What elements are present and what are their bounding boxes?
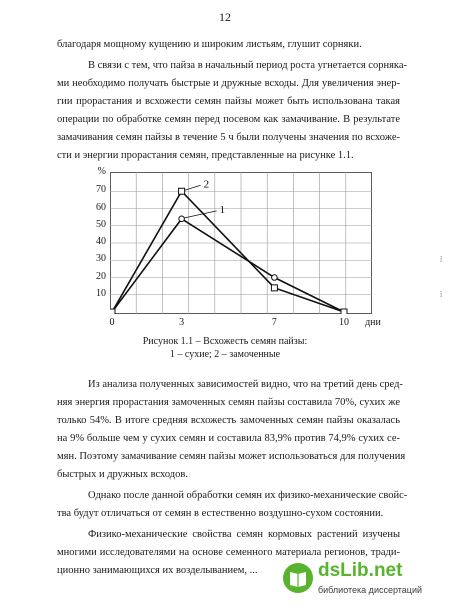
y-tick-label: 70 (96, 184, 106, 196)
text-line: Физико-механические свойства семян кормовых растений изучены (88, 529, 400, 540)
text-line: ционно занимающихся их возделыванием, ... (57, 565, 258, 576)
series-1-point (179, 216, 185, 222)
figure-caption: Рисунок 1.1 – Всхожесть семян пайзы: (142, 336, 308, 347)
book-logo-icon (282, 562, 314, 594)
watermark (282, 560, 432, 606)
text-line: операции по обработке семян перед посевом как замачивание. В результате (57, 114, 400, 125)
watermark-subtitle: библиотека диссертаций (318, 585, 423, 595)
y-tick-label: 40 (96, 236, 106, 247)
y-axis-label: % (97, 166, 106, 177)
x-tick-label: 10 (339, 317, 349, 328)
text-line: мян. Поэтому замачивание семян пайзы может использоваться для получения (57, 451, 406, 462)
series-2-point (179, 188, 185, 194)
series-1-line (112, 219, 344, 312)
y-tick-label: 50 (96, 218, 106, 230)
y-tick-label: 60 (96, 201, 106, 213)
text-line: благодаря мощному кущению и широким листьям, глушит сорняки. (57, 39, 362, 50)
watermark-brand: dsLib.net (318, 560, 403, 581)
scan-mark: ⁞ (440, 255, 443, 264)
series-1-label: 1 (219, 203, 226, 216)
x-tick-label: 0 (109, 317, 115, 328)
text-line: сти и энергии прорастания семян, представленные на рисунке 1.1. (57, 150, 354, 161)
text-line: Однако после данной обработки семян их физико-механические свойс- (88, 490, 408, 501)
chart-plot (110, 172, 372, 314)
text-line: замачивания семян пайзы в течение 5 ч были получены значения по всхоже- (57, 132, 400, 143)
figure-caption-legend: 1 – сухие; 2 – замоченные (169, 349, 281, 360)
series-1-point (272, 275, 278, 281)
text-line: няя энергия прорастания замоченных семян пайзы составила 70%, сухих же (57, 397, 400, 408)
text-line: В связи с тем, что пайза в начальный период роста угнетается сорняка- (88, 60, 408, 71)
x-axis-label: дни (365, 317, 381, 328)
page-number: 12 (219, 10, 231, 24)
x-tick-label: 3 (179, 317, 185, 328)
text-line: гии прорастания и всхожести семян пайзы может быть использована такая (57, 96, 400, 107)
text-line: на 9% больше чем у сухих семян и составила 83,9% против 74,9% сухих се- (57, 433, 400, 444)
scan-mark: ⁞ (440, 290, 443, 299)
text-line: быстрых и дружных всходов. (57, 469, 188, 480)
series-2-label: 2 (203, 178, 210, 191)
series-2-point (341, 309, 347, 314)
series-2-leader (185, 185, 201, 190)
y-tick-label: 20 (96, 270, 106, 282)
text-line: тва будут отличаться от семян в естественно воздушно-сухом состоянии. (57, 508, 384, 519)
text-line: ми необходимо получать быстрые и дружные всходы. Для увеличения энер- (57, 78, 400, 89)
text-line: многими исследователями на основе семенного материала регионов, тради- (57, 547, 400, 558)
text-line: Из анализа полученных зависимостей видно, что на третий день сред- (88, 379, 403, 390)
y-tick-label: 30 (96, 253, 106, 265)
y-tick-label: 10 (96, 287, 106, 299)
x-tick-label: 7 (271, 317, 277, 328)
series-2-point (271, 285, 277, 291)
text-line: только 54%. В итоге средняя всхожесть замоченных семян пайзы оказалась (57, 415, 400, 426)
series-2-point (110, 309, 115, 314)
